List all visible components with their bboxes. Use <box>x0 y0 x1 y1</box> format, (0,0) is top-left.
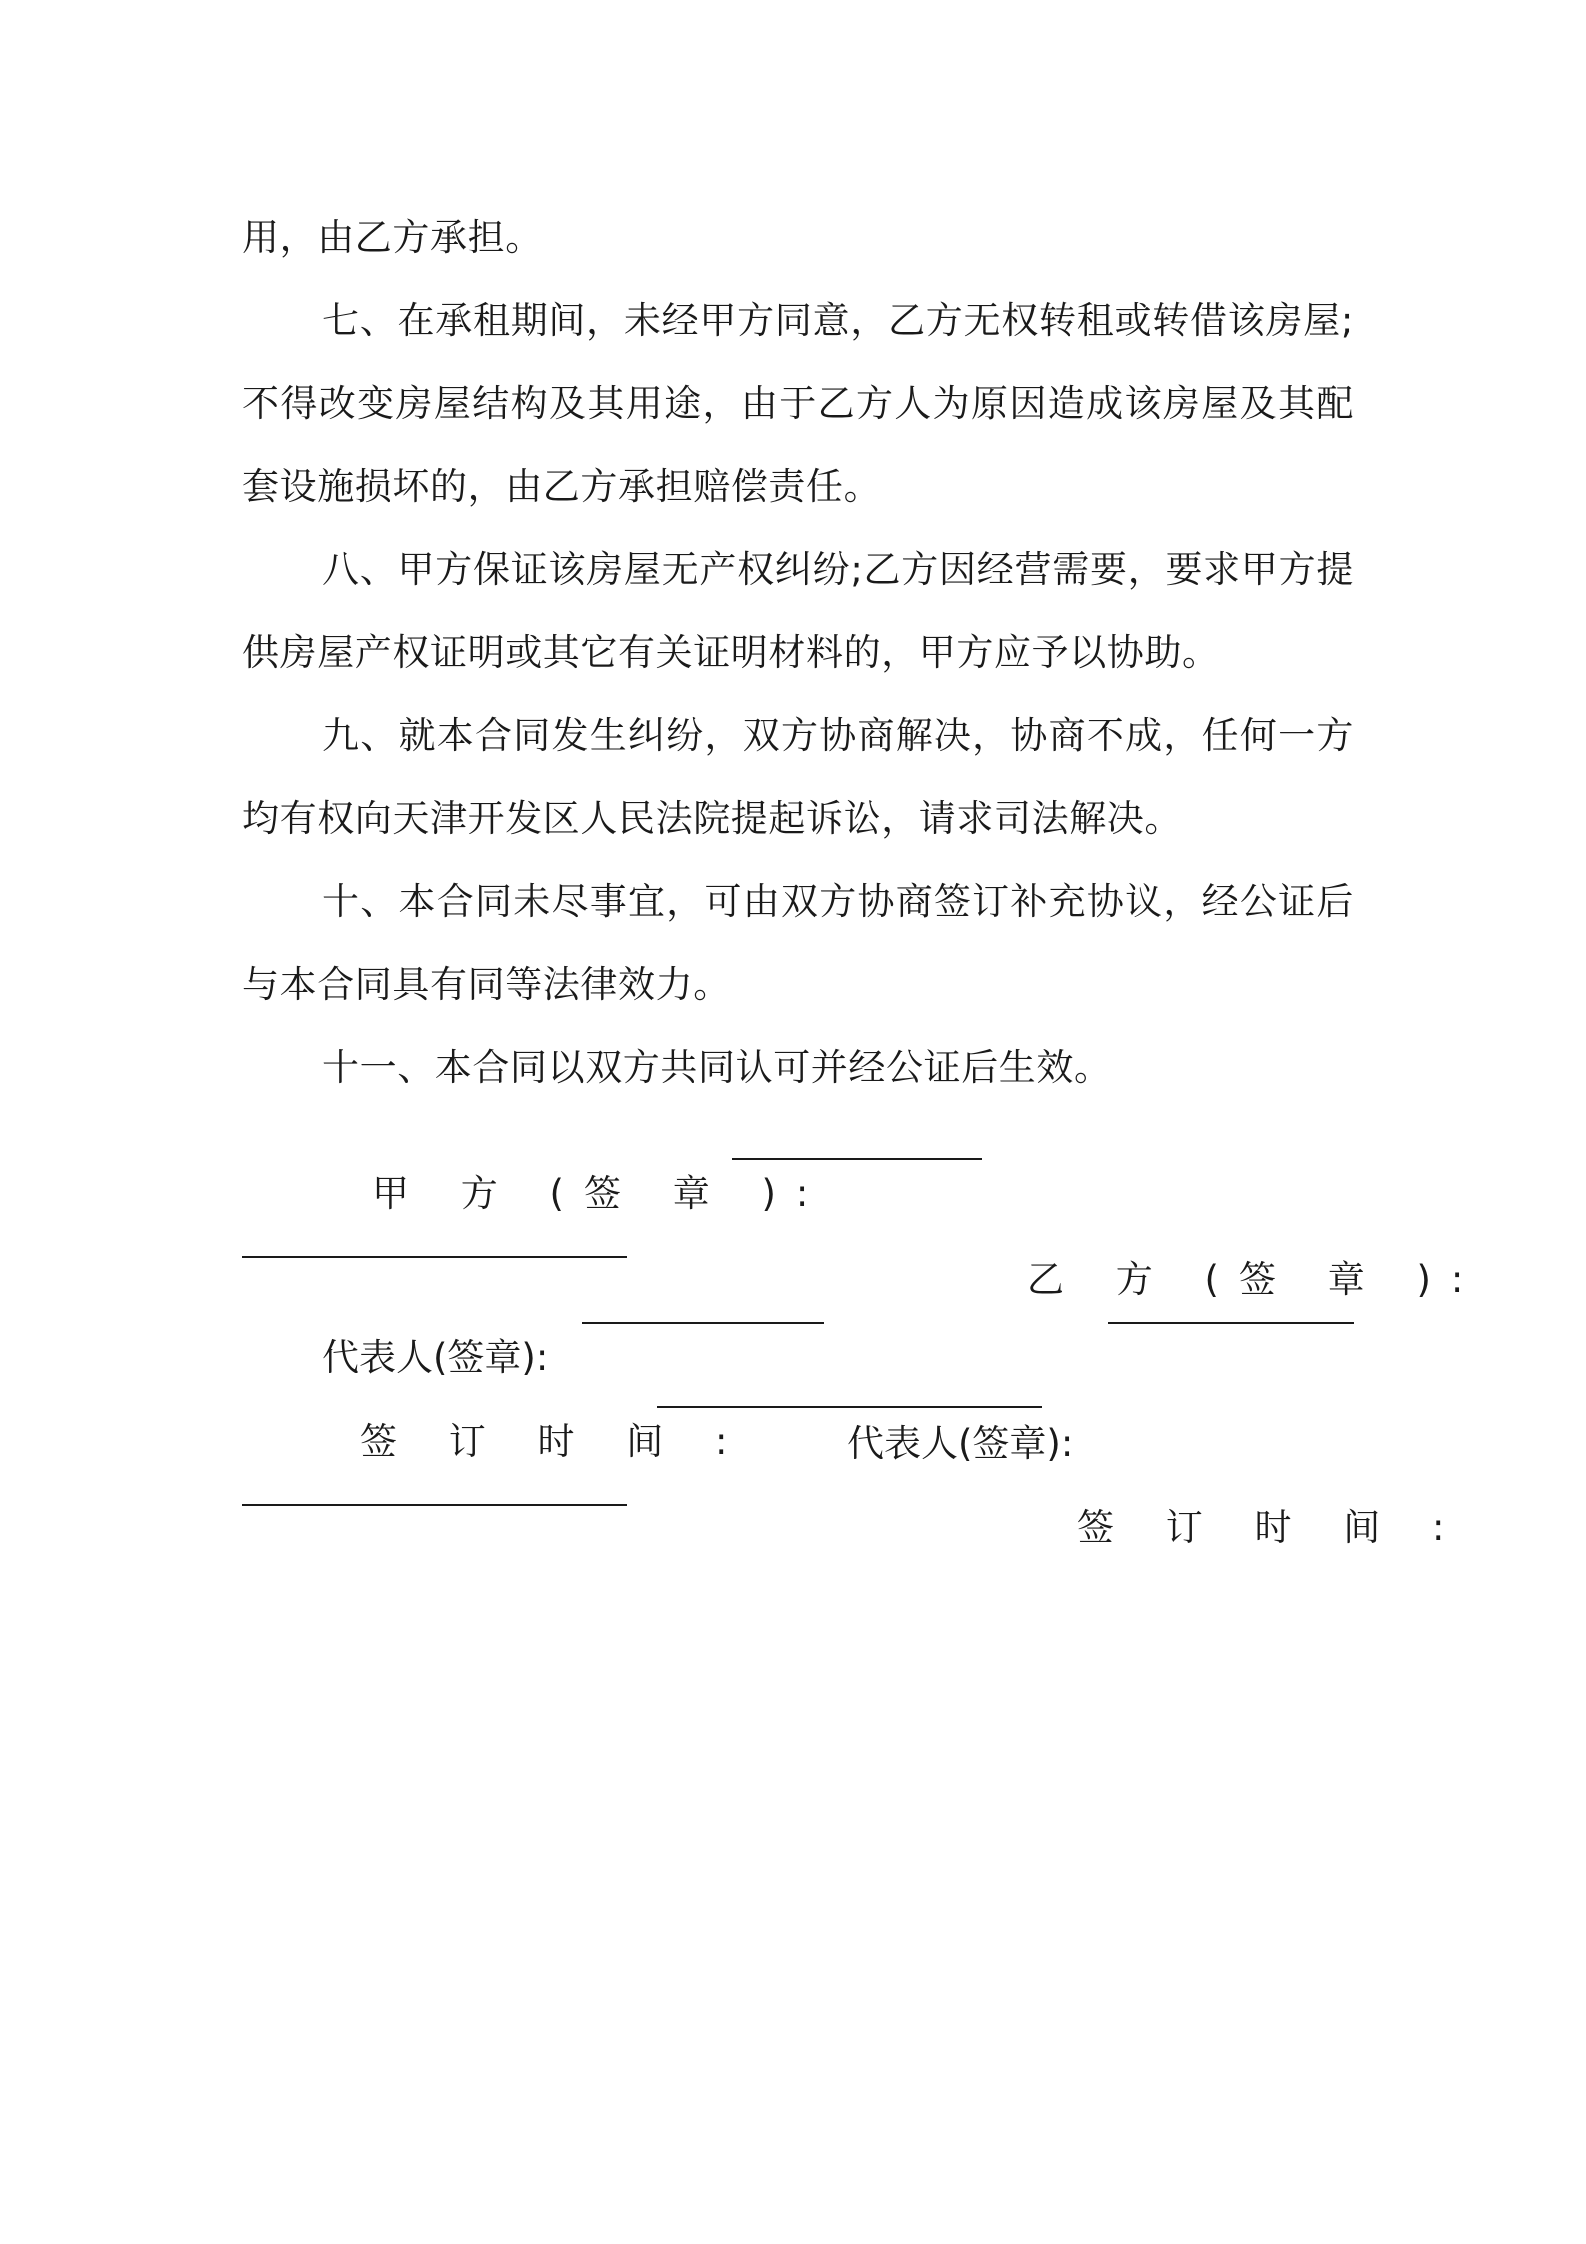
party-b-label: 乙 方 (签 章 ): <box>1027 1258 1484 1301</box>
party-a-blank <box>732 1120 982 1160</box>
rep-a-blank <box>582 1284 824 1324</box>
party-a-label: 甲 方 (签 章 ): <box>372 1172 829 1215</box>
clause-11: 十一、本合同以双方共同认可并经公证后生效。 <box>322 1046 1112 1089</box>
clause-7: 七、在承租期间，未经甲方同意，乙方无权转租或转借该房屋;不得改变房屋结构及其用途，由于乙方人为原因造成该房屋及其配套设施损坏的，由乙方承担赔偿责任。 <box>242 299 1354 508</box>
date-a-label: 签 订 时 间 : <box>360 1420 748 1463</box>
rep-b-blank <box>1108 1284 1354 1324</box>
party-b-blank <box>242 1218 627 1258</box>
clause-8: 八、甲方保证该房屋无产权纠纷;乙方因经营需要，要求甲方提供房屋产权证明或其它有关证明材料的，甲方应予以协助。 <box>242 548 1354 674</box>
date-b-blank <box>242 1466 627 1506</box>
date-a-blank <box>657 1368 1042 1408</box>
document-body <box>242 196 1354 1109</box>
paragraph-0: 用，由乙方承担。 <box>242 216 543 259</box>
date-b-label: 签 订 时 间 : <box>1077 1506 1465 1549</box>
clause-10: 十、本合同未尽事宜，可由双方协商签订补充协议，经公证后与本合同具有同等法律效力。 <box>242 880 1354 1006</box>
rep-a-label: 代表人(签章): <box>322 1336 549 1379</box>
date-b-blank-row <box>242 1466 1354 1595</box>
rep-b-label: 代表人(签章): <box>847 1422 1074 1465</box>
clause-9: 九、就本合同发生纠纷，双方协商解决，协商不成，任何一方均有权向天津开发区人民法院提起诉讼，请求司法解决。 <box>242 714 1354 840</box>
